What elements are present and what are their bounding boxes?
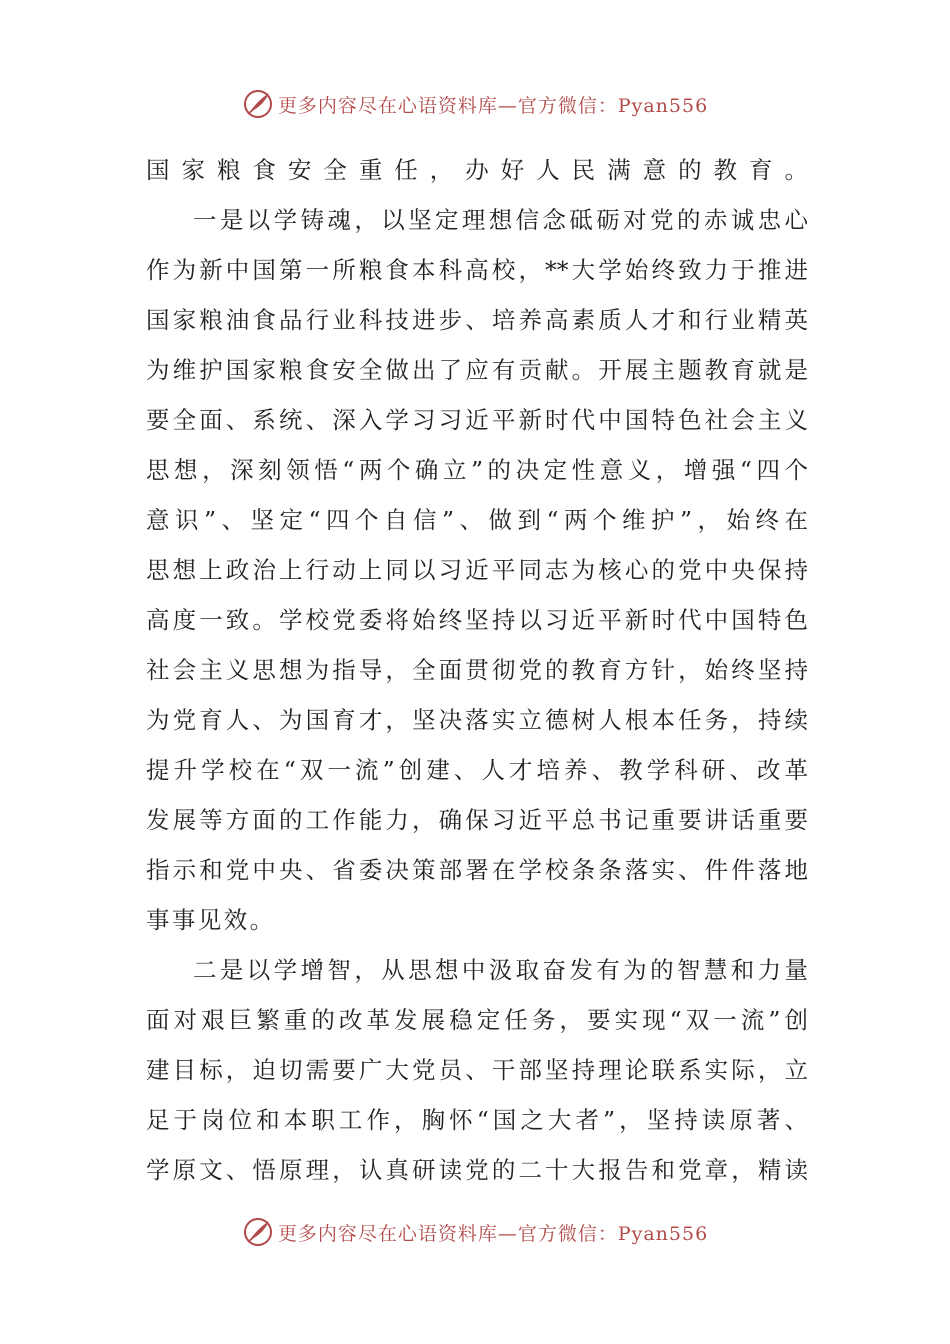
text-line: 社会主义思想为指导，全面贯彻党的教育方针，始终坚持 xyxy=(146,656,808,684)
document-body xyxy=(146,145,808,1195)
header-watermark xyxy=(0,84,950,124)
text-line: 为维护国家粮食安全做出了应有贡献。开展主题教育就是 xyxy=(146,356,808,384)
text-line: 足于岗位和本职工作，胸怀“国之大者”，坚持读原著、 xyxy=(146,1106,808,1134)
text-line: 为党育人、为国育才，坚决落实立德树人根本任务，持续 xyxy=(146,706,808,734)
paragraph-heading-line: 二是以学增智，从思想中汲取奋发有为的智慧和力量 xyxy=(193,956,808,984)
text-line: 学原文、悟原理，认真研读党的二十大报告和党章，精读 xyxy=(146,1156,808,1184)
quill-pen-icon xyxy=(242,88,274,120)
text-line: 思想上政治上行动上同以习近平同志为核心的党中央保持 xyxy=(146,556,808,584)
watermark-text: 更多内容尽在心语资料库—官方微信：Pyan556 xyxy=(277,94,709,117)
text-line: 发展等方面的工作能力，确保习近平总书记重要讲话重要 xyxy=(146,806,808,834)
watermark-text: 更多内容尽在心语资料库—官方微信：Pyan556 xyxy=(277,1222,709,1245)
text-line: 国家粮油食品行业科技进步、培养高素质人才和行业精英 xyxy=(146,306,808,334)
footer-watermark xyxy=(0,1212,950,1252)
text-line: 建目标，迫切需要广大党员、干部坚持理论联系实际，立 xyxy=(146,1056,808,1084)
text-line: 事事见效。 xyxy=(146,906,276,934)
text-line: 国家粮食安全重任，办好人民满意的教育。 xyxy=(146,156,808,184)
text-line: 要全面、系统、深入学习习近平新时代中国特色社会主义 xyxy=(146,406,808,434)
text-line: 意识”、坚定“四个自信”、做到“两个维护”，始终在 xyxy=(146,506,808,534)
text-line: 面对艰巨繁重的改革发展稳定任务，要实现“双一流”创 xyxy=(146,1006,808,1034)
text-line: 作为新中国第一所粮食本科高校，**大学始终致力于推进 xyxy=(146,256,808,284)
text-line: 高度一致。学校党委将始终坚持以习近平新时代中国特色 xyxy=(146,606,808,634)
quill-pen-icon xyxy=(242,1216,274,1248)
text-line: 提升学校在“双一流”创建、人才培养、教学科研、改革 xyxy=(146,756,808,784)
paragraph-heading-line: 一是以学铸魂，以坚定理想信念砥砺对党的赤诚忠心 xyxy=(193,206,808,234)
text-line: 思想，深刻领悟“两个确立”的决定性意义，增强“四个 xyxy=(146,456,808,484)
text-line: 指示和党中央、省委决策部署在学校条条落实、件件落地 xyxy=(146,856,808,884)
